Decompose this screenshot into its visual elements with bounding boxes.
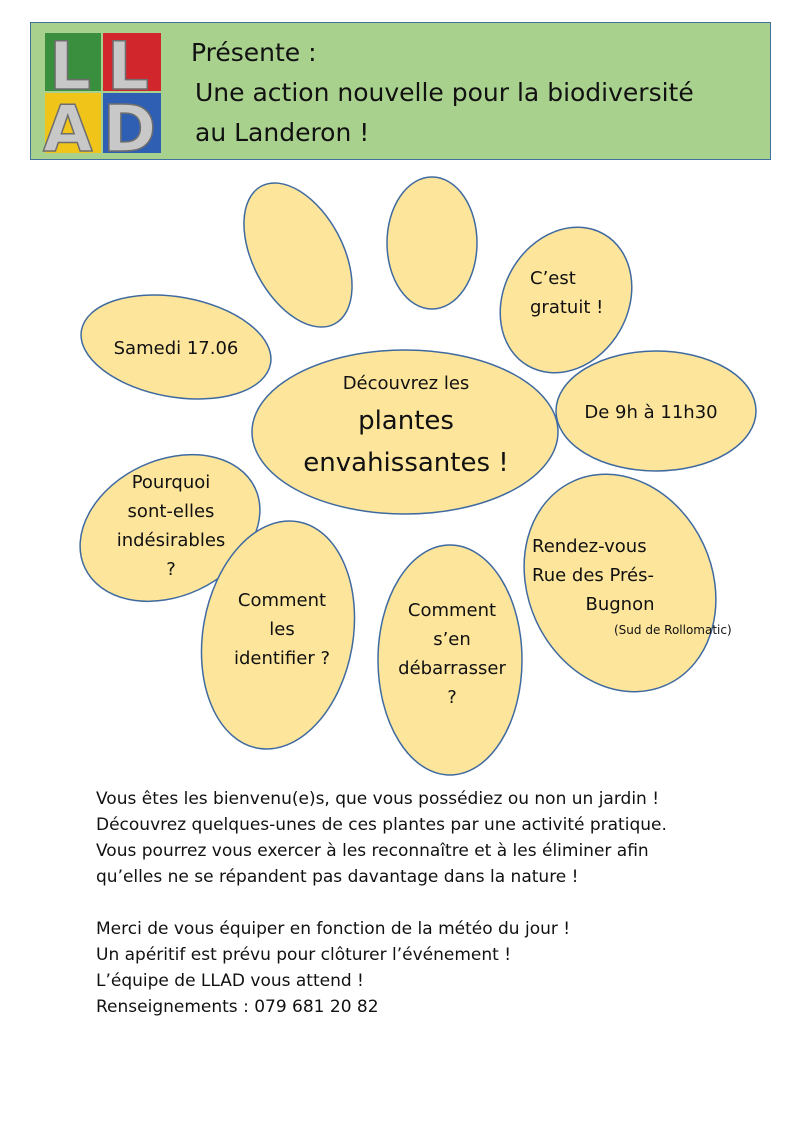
- info-line-welcome: Vous êtes les bienvenu(e)s, que vous possédiez ou non un jardin !: [96, 789, 660, 809]
- date-label: Samedi 17.06: [113, 338, 239, 359]
- center-line-decouvrez: Découvrez les: [342, 373, 470, 394]
- remove-line-1: Comment: [407, 600, 497, 621]
- info-text: [96, 786, 667, 1020]
- info-line-aperitif: Un apéritif est prévu pour clôturer l’événement !: [96, 945, 512, 965]
- why-line-4: ?: [166, 559, 176, 580]
- why-line-2: sont-elles: [127, 501, 215, 522]
- petal-top: [387, 177, 477, 309]
- place-line-1: Rendez-vous: [532, 536, 647, 557]
- identify-line-1: Comment: [237, 590, 327, 611]
- remove-line-4: ?: [447, 687, 457, 708]
- info-line-contact: Renseignements : 079 681 20 82: [96, 997, 379, 1017]
- petal-top-left: [222, 165, 375, 345]
- petal-free-text: [516, 264, 626, 322]
- remove-line-3: débarrasser: [398, 658, 506, 679]
- paragraph-spacer: [96, 890, 667, 916]
- place-note: (Sud de Rollomatic): [614, 623, 732, 637]
- why-line-3: indésirables: [116, 530, 226, 551]
- petal-place-text: [520, 532, 732, 639]
- info-line-nature: qu’elles ne se répandent pas davantage dans la nature !: [96, 867, 579, 887]
- place-line-3: Bugnon: [585, 594, 655, 615]
- svg-text:L: L: [107, 29, 150, 105]
- why-line-1: Pourquoi: [131, 472, 211, 493]
- flower-center-text: [262, 368, 550, 484]
- petal-remove-text: [382, 596, 522, 712]
- svg-text:L: L: [49, 29, 92, 105]
- center-line-plantes: plantes: [358, 406, 454, 436]
- petal-date-text: [96, 334, 256, 363]
- time-label: De 9h à 11h30: [584, 402, 718, 423]
- center-line-envahissantes: envahissantes !: [303, 448, 509, 478]
- banner-line-action: Une action nouvelle pour la biodiversité: [195, 78, 694, 107]
- identify-line-3: identifier ?: [233, 648, 331, 669]
- banner-line-landeron: au Landeron !: [195, 118, 370, 147]
- identify-line-2: les: [269, 619, 295, 640]
- info-line-discover: Découvrez quelques-unes de ces plantes par une activité pratique.: [96, 815, 667, 835]
- remove-line-2: s’en: [433, 629, 471, 650]
- petal-why-text: [96, 468, 246, 584]
- svg-text:D: D: [103, 93, 157, 157]
- free-line-2: gratuit !: [530, 297, 604, 318]
- info-line-team: L’équipe de LLAD vous attend !: [96, 971, 364, 991]
- info-line-weather: Merci de vous équiper en fonction de la météo du jour !: [96, 919, 571, 939]
- svg-text:A: A: [43, 93, 93, 157]
- info-line-practice: Vous pourrez vous exercer à les reconnaître et à les éliminer afin: [96, 841, 649, 861]
- banner-line-presente: Présente :: [191, 38, 317, 67]
- place-line-2: Rue des Prés-: [532, 565, 654, 586]
- free-line-1: C’est: [530, 268, 576, 289]
- petal-time-text: [566, 398, 736, 427]
- petal-identify-text: [212, 586, 352, 673]
